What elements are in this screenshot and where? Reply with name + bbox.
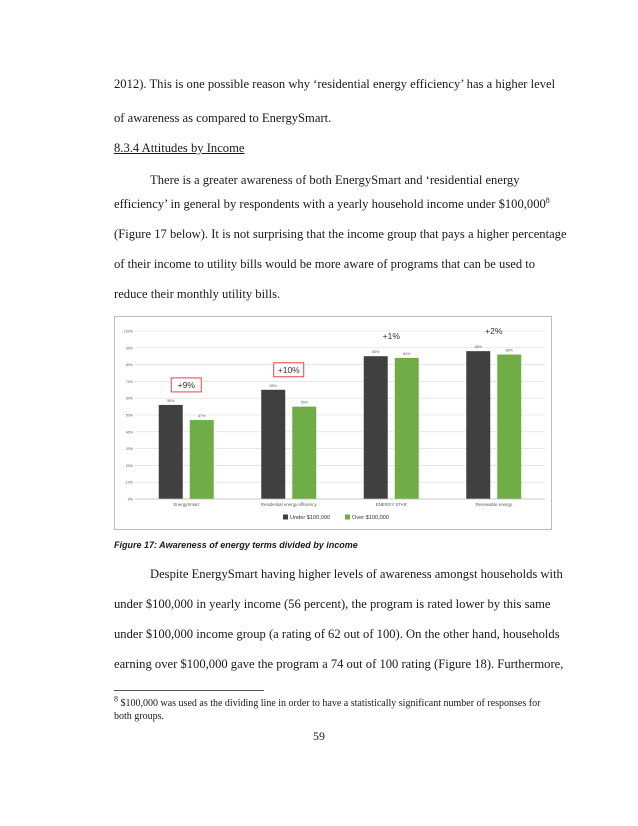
figure-caption: Figure 17: Awareness of energy terms divided by income bbox=[114, 540, 358, 550]
legend-label: Under $100,000 bbox=[290, 515, 331, 521]
body-line: earning over $100,000 gave the program a 74 out of 100 rating (Figure 18). Furthermore, bbox=[114, 657, 564, 671]
bar-data-label: 47% bbox=[198, 414, 206, 419]
y-tick-label: 70% bbox=[125, 379, 133, 384]
awareness-chart bbox=[114, 316, 552, 530]
body-line: 2012). This is one possible reason why ‘residential energy efficiency’ has a higher level bbox=[114, 77, 556, 91]
y-tick-label: 30% bbox=[125, 447, 133, 452]
legend-label: Over $100,000 bbox=[352, 515, 390, 521]
y-tick-label: 80% bbox=[125, 363, 133, 368]
bar bbox=[190, 420, 214, 499]
y-tick-label: 40% bbox=[125, 430, 133, 435]
y-tick-label: 90% bbox=[125, 346, 133, 351]
bar bbox=[497, 355, 521, 499]
change-annotation: +2% bbox=[485, 326, 503, 337]
footnote-marker: 8 bbox=[114, 694, 118, 704]
category-label: EnergySmart bbox=[173, 502, 200, 507]
bar bbox=[466, 351, 490, 499]
bar-data-label: 56% bbox=[167, 398, 175, 403]
footnote-text: $100,000 was used as the dividing line in order to have a statistically significant number of responses for bbox=[118, 698, 541, 709]
body-line: reduce their monthly utility bills. bbox=[114, 287, 281, 301]
bar-data-label: 55% bbox=[300, 400, 308, 405]
legend-swatch bbox=[345, 515, 350, 520]
footnote-ref[interactable]: 8 bbox=[545, 195, 550, 205]
chart-canvas bbox=[115, 317, 551, 529]
body-line: There is a greater awareness of both EnergySmart and ‘residential energy bbox=[150, 173, 520, 187]
bar-data-label: 65% bbox=[269, 383, 277, 388]
bar bbox=[261, 390, 285, 499]
body-line: (Figure 17 below). It is not surprising that the income group that pays a higher percentage bbox=[114, 227, 567, 241]
footnote-rule bbox=[114, 690, 264, 691]
body-text: efficiency’ in general by respondents with a yearly household income under $100,000 bbox=[114, 197, 546, 211]
body-line: Despite EnergySmart having higher levels of awareness amongst households with bbox=[150, 567, 563, 581]
y-tick-label: 60% bbox=[125, 396, 133, 401]
footnote bbox=[114, 694, 554, 723]
category-label: Residential energy efficiency bbox=[260, 502, 317, 507]
body-line: of awareness as compared to EnergySmart. bbox=[114, 111, 332, 125]
page-number: 59 bbox=[313, 729, 325, 743]
y-tick-label: 10% bbox=[125, 480, 133, 485]
y-tick-label: 100% bbox=[123, 329, 133, 334]
body-line: of their income to utility bills would be more aware of programs that can be used to bbox=[114, 257, 536, 271]
bar bbox=[159, 405, 183, 499]
section-heading: 8.3.4 Attitudes by Income bbox=[114, 141, 245, 155]
y-tick-label: 50% bbox=[125, 413, 133, 418]
bar bbox=[364, 356, 388, 499]
change-annotation: +10% bbox=[277, 364, 300, 375]
body-line bbox=[114, 196, 574, 212]
bar bbox=[292, 407, 316, 499]
y-tick-label: 20% bbox=[125, 463, 133, 468]
bar-data-label: 88% bbox=[474, 345, 482, 350]
body-line: under $100,000 in yearly income (56 percent), the program is rated lower by this same bbox=[114, 597, 551, 611]
legend-swatch bbox=[283, 515, 288, 520]
y-tick-label: 0% bbox=[127, 497, 133, 502]
category-label: Renewable energy bbox=[475, 502, 513, 507]
bar-data-label: 85% bbox=[372, 350, 380, 355]
category-label: ENERGY STAR bbox=[375, 502, 407, 507]
bar bbox=[395, 358, 419, 499]
change-annotation: +1% bbox=[382, 331, 400, 342]
bar-data-label: 86% bbox=[505, 348, 513, 353]
change-annotation: +9% bbox=[177, 379, 195, 390]
bar-data-label: 84% bbox=[403, 351, 411, 356]
footnote-text-cont: both groups. bbox=[114, 711, 164, 722]
body-line: under $100,000 income group (a rating of 62 out of 100). On the other hand, households bbox=[114, 627, 560, 641]
